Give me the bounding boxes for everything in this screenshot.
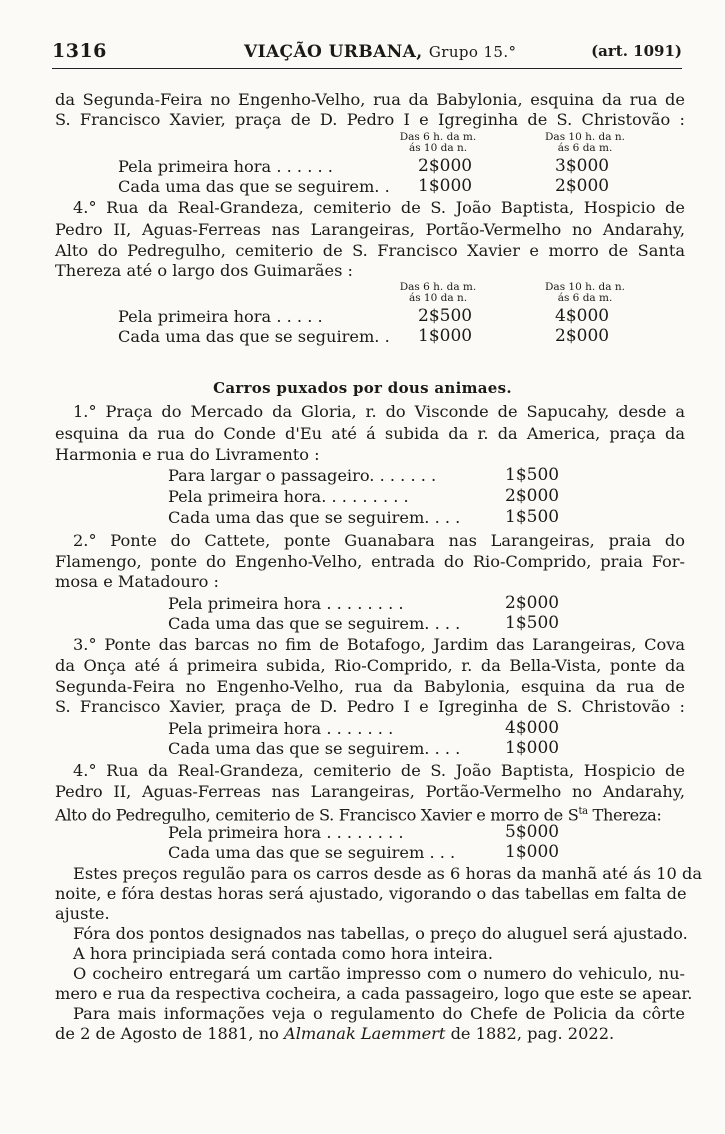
page-header xyxy=(52,40,682,68)
fare-value: 3$000 xyxy=(555,156,610,176)
fare-label: Pela primeira hora . . . . . xyxy=(118,307,323,326)
column-header-night: Das 10 h. da n. ás 6 da m. xyxy=(545,131,625,154)
text-line: mero e rua da respectiva cocheira, a cada passageiro, logo que este se apear. xyxy=(55,984,693,1003)
fare-value: 2$000 xyxy=(555,176,610,196)
fare-label: Cada uma das que se seguirem. . . . xyxy=(168,508,461,527)
fare-label: Pela primeira hora . . . . . . . . xyxy=(168,594,404,613)
fare-label: Cada uma das que se seguirem. . xyxy=(118,177,390,196)
text-line: esquina da rua do Conde d'Eu até á subida da r. da America, praça da xyxy=(55,424,685,443)
text-line: Fóra dos pontos designados nas tabellas, o preço do aluguel será ajustado. xyxy=(73,924,688,943)
text-line: S. Francisco Xavier, praça de D. Pedro I e Igreginha de S. Christovão : xyxy=(55,697,685,716)
text-line: Thereza até o largo dos Guimarães : xyxy=(55,261,354,280)
running-title xyxy=(244,42,516,62)
header-rule xyxy=(52,68,682,69)
text-line: 1.° Praça do Mercado da Gloria, r. do Visconde de Sapucahy, desde a xyxy=(73,402,685,421)
fare-value: 2$000 xyxy=(555,326,610,346)
text-line: 2.° Ponte do Cattete, ponte Guanabara nas Larangeiras, praia do xyxy=(73,531,685,550)
fare-label: Para largar o passageiro. . . . . . . xyxy=(168,466,437,485)
fare-label: Pela primeira hora . . . . . . . . xyxy=(168,823,404,842)
fare-label: Pela primeira hora . . . . . . . xyxy=(168,719,394,738)
column-header-day: Das 6 h. da m. ás 10 da n. xyxy=(399,131,477,154)
text-line: Flamengo, ponte do Engenho-Velho, entrada do Rio-Comprido, praia For- xyxy=(55,552,685,571)
text-line: Estes preços regulão para os carros desde as 6 horas da manhã até ás 10 da xyxy=(73,864,703,883)
text-line: da Segunda-Feira no Engenho-Velho, rua da Babylonia, esquina da rua de xyxy=(55,90,685,109)
text-line: Para mais informações veja o regulamento do Chefe de Policia da côrte xyxy=(73,1004,685,1023)
text-line: Pedro II, Aguas-Ferreas nas Larangeiras, Portão-Vermelho no Andarahy, xyxy=(55,782,685,801)
fare-value: 5$000 xyxy=(505,822,560,842)
text-line: O cocheiro entregará um cartão impresso com o numero do vehiculo, nu- xyxy=(73,964,685,983)
text-line: Alto do Pedregulho, cemiterio de S. Francisco Xavier e morro de $S^{ta}$ Thereza: xyxy=(55,805,662,825)
text-line: 3.° Ponte das barcas no fim de Botafogo, Jardim das Larangeiras, Cova xyxy=(73,635,685,654)
fare-label: Pela primeira hora . . . . . . xyxy=(118,157,333,176)
text-line: Segunda-Feira no Engenho-Velho, rua da Babylonia, esquina da rua de xyxy=(55,677,685,696)
column-header-day: Das 6 h. da m. ás 10 da n. xyxy=(399,281,477,304)
text-line: 4.° Rua da Real-Grandeza, cemiterio de S. João Baptista, Hospicio de xyxy=(73,198,685,217)
text-line: Pedro II, Aguas-Ferreas nas Larangeiras, Portão-Vermelho no Andarahy, xyxy=(55,220,685,239)
fare-value: 1$500 xyxy=(505,613,560,633)
fare-value: 2$000 xyxy=(505,593,560,613)
text-line: de 2 de Agosto de 1881, no Almanak Laemmert de 1882, pag. 2022. xyxy=(55,1024,615,1043)
fare-value: 1$500 xyxy=(505,507,560,527)
group-label: Grupo 15.° xyxy=(428,43,517,61)
text-line: Harmonia e rua do Livramento : xyxy=(55,445,320,464)
fare-value: 4$000 xyxy=(505,718,560,738)
text-line: noite, e fóra destas horas será ajustado, vigorando o das tabellas em falta de xyxy=(55,884,687,903)
fare-label: Cada uma das que se seguirem. . xyxy=(118,327,390,346)
running-title-text: VIAÇÃO URBANA, xyxy=(244,42,423,62)
text-line: mosa e Matadouro : xyxy=(55,572,219,591)
fare-value: 1$000 xyxy=(505,842,560,862)
almanak-title: Almanak Laemmert xyxy=(284,1024,446,1043)
text-line: S. Francisco Xavier, praça de D. Pedro I e Igreginha de S. Christovão : xyxy=(55,110,685,129)
page-number: 1316 xyxy=(52,40,107,62)
fare-label: Cada uma das que se seguirem. . . . xyxy=(168,739,461,758)
text-line: ajuste. xyxy=(55,904,110,923)
text-line: Alto do Pedregulho, cemiterio de S. Francisco Xavier e morro de Santa xyxy=(55,241,685,260)
fare-value: 2$000 xyxy=(505,486,560,506)
fare-label: Cada uma das que se seguirem . . . xyxy=(168,843,456,862)
text-line: A hora principiada será contada como hora inteira. xyxy=(73,944,493,963)
fare-label: Pela primeira hora. . . . . . . . . xyxy=(168,487,409,506)
text-line: 4.° Rua da Real-Grandeza, cemiterio de S. João Baptista, Hospicio de xyxy=(73,761,685,780)
fare-value: 1$500 xyxy=(505,465,560,485)
fare-label: Cada uma das que se seguirem. . . . xyxy=(168,614,461,633)
fare-value: 1$000 xyxy=(505,738,560,758)
section-title: Carros puxados por dous animaes. xyxy=(213,379,512,397)
fare-value: 2$500 xyxy=(418,306,473,326)
column-header-night: Das 10 h. da n. ás 6 da m. xyxy=(545,281,625,304)
article-ref: (art. 1091) xyxy=(591,42,682,60)
fare-value: 1$000 xyxy=(418,176,473,196)
fare-value: 1$000 xyxy=(418,326,473,346)
text-line: da Onça até á primeira subida, Rio-Comprido, r. da Bella-Vista, ponte da xyxy=(55,656,685,675)
fare-value: 2$000 xyxy=(418,156,473,176)
fare-value: 4$000 xyxy=(555,306,610,326)
